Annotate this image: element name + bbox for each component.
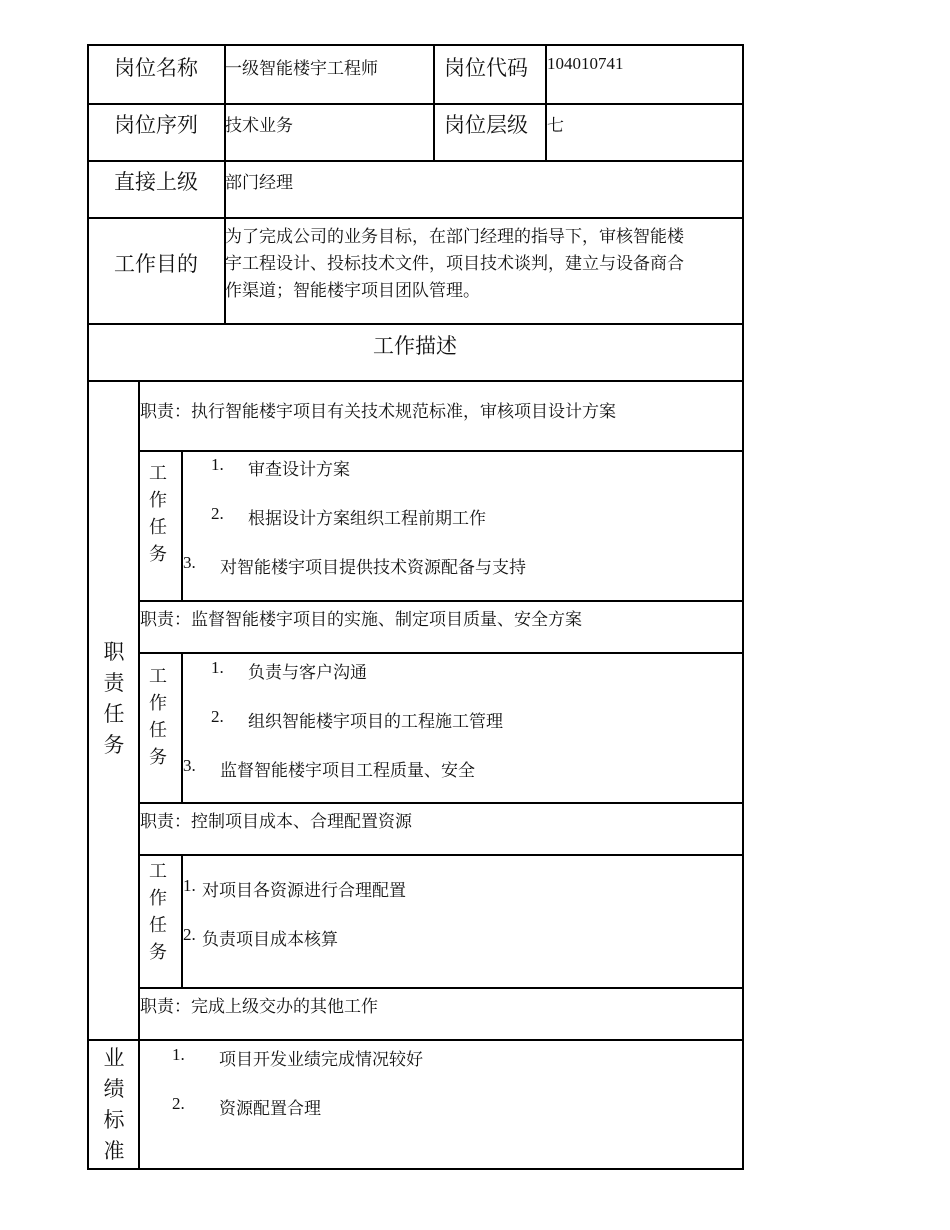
task-number: 1.: [211, 455, 224, 474]
task-label-char: 任: [149, 720, 167, 740]
duties-label-char: 任: [103, 702, 125, 726]
position-series-value: 技术业务: [225, 116, 293, 135]
row-divider: [87, 323, 744, 325]
row-divider: [87, 1039, 744, 1041]
task-label-char: 工: [149, 463, 167, 483]
task-label-char: 务: [149, 747, 167, 767]
task-label-char: 务: [149, 544, 167, 564]
position-series-label: 岗位序列: [114, 113, 198, 137]
task-label-char: 作: [149, 693, 167, 713]
position-code-value: 104010741: [547, 54, 624, 73]
task-label-char: 任: [149, 915, 167, 935]
row-divider: [87, 103, 744, 105]
col-divider: [433, 44, 435, 162]
task-label: [148, 663, 168, 771]
performance-label-char: 业: [103, 1046, 125, 1070]
performance-label-char: 准: [103, 1139, 125, 1163]
goal-line: 为了完成公司的业务目标，在部门经理的指导下，审核智能楼: [225, 227, 684, 246]
task-number: 1.: [183, 876, 196, 895]
supervisor-value: 部门经理: [225, 173, 293, 192]
task-number: 1.: [211, 658, 224, 677]
position-level-value: 七: [547, 116, 564, 135]
performance-number: 2.: [172, 1094, 185, 1113]
task-text: 监督智能楼宇项目工程质量、安全: [220, 761, 475, 780]
task-number: 2.: [211, 504, 224, 523]
col-divider: [138, 380, 140, 1170]
task-label-char: 务: [149, 942, 167, 962]
task-label-char: 工: [149, 861, 167, 881]
row-divider: [138, 600, 744, 602]
duty-title: 职责：执行智能楼宇项目有关技术规范标准，审核项目设计方案: [140, 402, 616, 421]
row-divider: [138, 450, 744, 452]
performance-label-char: 绩: [103, 1077, 125, 1101]
task-label-char: 任: [149, 517, 167, 537]
duty-title: 职责：完成上级交办的其他工作: [140, 997, 378, 1016]
performance-label: [100, 1043, 128, 1167]
duty-title: 职责：控制项目成本、合理配置资源: [140, 812, 412, 831]
task-number: 3.: [183, 553, 196, 572]
position-name-value: 一级智能楼宇工程师: [225, 59, 378, 78]
table-border-left: [87, 44, 89, 1170]
task-label-char: 作: [149, 888, 167, 908]
task-text: 负责与客户沟通: [248, 663, 367, 682]
task-text: 对智能楼宇项目提供技术资源配备与支持: [220, 558, 526, 577]
duties-label-char: 职: [103, 640, 125, 664]
task-label-char: 作: [149, 490, 167, 510]
task-text: 对项目各资源进行合理配置: [202, 881, 406, 900]
task-label-char: 工: [149, 666, 167, 686]
task-label: [148, 460, 168, 568]
goal-line: 作渠道；智能楼宇项目团队管理。: [225, 281, 480, 300]
duties-label-char: 责: [103, 671, 125, 695]
row-divider: [138, 652, 744, 654]
task-text: 组织智能楼宇项目的工程施工管理: [248, 712, 503, 731]
task-number: 3.: [183, 756, 196, 775]
goal-label: 工作目的: [114, 252, 198, 276]
task-number: 2.: [183, 925, 196, 944]
task-text: 根据设计方案组织工程前期工作: [248, 509, 486, 528]
task-text: 审查设计方案: [248, 460, 350, 479]
row-divider: [87, 380, 744, 382]
task-text: 负责项目成本核算: [202, 930, 338, 949]
section-title: 工作描述: [373, 334, 457, 358]
table-border-bottom: [87, 1168, 744, 1170]
row-divider: [87, 217, 744, 219]
row-divider: [138, 854, 744, 856]
task-number: 2.: [211, 707, 224, 726]
row-divider: [87, 160, 744, 162]
row-divider: [138, 802, 744, 804]
goal-line: 宇工程设计、投标技术文件，项目技术谈判，建立与设备商合: [225, 254, 684, 273]
position-code-label: 岗位代码: [444, 56, 528, 80]
duties-label: [100, 637, 128, 761]
performance-text: 资源配置合理: [219, 1099, 321, 1118]
duty-title: 职责：监督智能楼宇项目的实施、制定项目质量、安全方案: [140, 610, 582, 629]
task-label: [148, 858, 168, 966]
col-divider: [181, 652, 183, 804]
col-divider: [181, 854, 183, 989]
table-border-right: [742, 44, 744, 1170]
position-level-label: 岗位层级: [444, 113, 528, 137]
supervisor-label: 直接上级: [114, 170, 198, 194]
performance-number: 1.: [172, 1045, 185, 1064]
col-divider: [181, 450, 183, 602]
table-border-top: [87, 44, 744, 46]
duties-label-char: 务: [103, 733, 125, 757]
performance-label-char: 标: [103, 1108, 125, 1132]
position-name-label: 岗位名称: [114, 56, 198, 80]
row-divider: [138, 987, 744, 989]
performance-text: 项目开发业绩完成情况较好: [219, 1050, 423, 1069]
